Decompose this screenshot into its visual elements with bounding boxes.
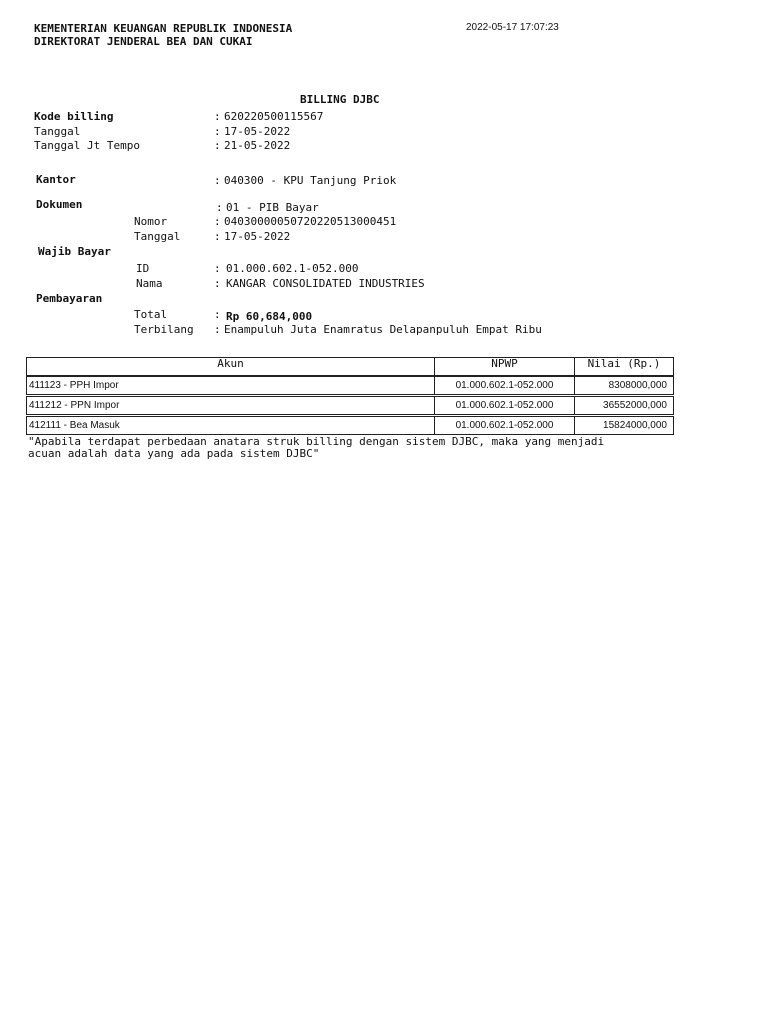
nomor-label: Nomor [134,215,168,228]
kode-billing-value: 620220500115567 [224,110,324,123]
cell-akun: 411123 - PPH Impor [27,377,435,394]
print-timestamp: 2022-05-17 17:07:23 [466,22,559,33]
separator: : [214,323,221,336]
cell-npwp: 01.000.602.1-052.000 [435,397,575,414]
nama-value: KANGAR CONSOLIDATED INDUSTRIES [226,277,425,290]
dokumen-label: Dokumen [36,198,83,211]
id-value: 01.000.602.1-052.000 [226,262,359,275]
id-label: ID [136,262,150,275]
kantor-label: Kantor [36,173,76,186]
table-row [26,396,674,415]
dokumen-value: 01 - PIB Bayar [226,201,319,214]
table-row [26,376,674,395]
separator: : [216,201,223,214]
separator: : [214,215,221,228]
directorate-name: DIREKTORAT JENDERAL BEA DAN CUKAI [34,35,253,48]
kantor-value: 040300 - KPU Tanjung Priok [224,174,397,187]
cell-nilai: 36552000,000 [603,400,667,411]
ministry-name: KEMENTERIAN KEUANGAN REPUBLIK INDONESIA [34,22,293,35]
tanggal-label: Tanggal [34,125,81,138]
nomor-value: 040300000507202205130004​51 [224,215,397,228]
separator: : [214,174,221,187]
separator: : [214,230,221,243]
dokumen-tanggal-label: Tanggal [134,230,181,243]
jt-tempo-value: 21-05-2022 [224,139,291,152]
column-header-npwp: NPWP [435,358,575,375]
document-title: BILLING DJBC [300,93,380,106]
cell-akun: 411212 - PPN Impor [27,397,435,414]
separator: : [214,139,221,152]
table-header [26,357,674,376]
table-row [26,416,674,435]
pembayaran-label: Pembayaran [36,292,103,305]
total-value: Rp 60,684,000 [226,310,313,323]
terbilang-value: Enampuluh Juta Enamratus Delapanpuluh Empat Ribu [224,323,542,336]
jt-tempo-label: Tanggal Jt Tempo [34,139,140,152]
cell-nilai: 15824000,000 [603,420,667,431]
separator: : [214,308,221,321]
separator: : [214,110,221,123]
cell-akun: 412111 - Bea Masuk [27,417,435,434]
tanggal-value: 17-05-2022 [224,125,291,138]
separator: : [214,262,221,275]
dokumen-tanggal-value: 17-05-2022 [224,230,291,243]
separator: : [214,277,221,290]
wajib-bayar-label: Wajib Bayar [38,245,111,258]
kode-billing-label: Kode billing [34,110,114,123]
nama-label: Nama [136,277,163,290]
footnote-line-1: "Apabila terdapat perbedaan anatara struk billing dengan sistem DJBC, maka yang menjadi [28,435,605,448]
cell-npwp: 01.000.602.1-052.000 [435,377,575,394]
terbilang-label: Terbilang [134,323,194,336]
column-header-nilai: Nilai (Rp.) [587,358,661,370]
footnote-line-2: acuan adalah data yang ada pada sistem DJBC" [28,447,320,460]
separator: : [214,125,221,138]
column-header-akun: Akun [27,358,435,375]
cell-nilai: 8308000,000 [608,380,667,391]
cell-npwp: 01.000.602.1-052.000 [435,417,575,434]
total-label: Total [134,308,168,321]
